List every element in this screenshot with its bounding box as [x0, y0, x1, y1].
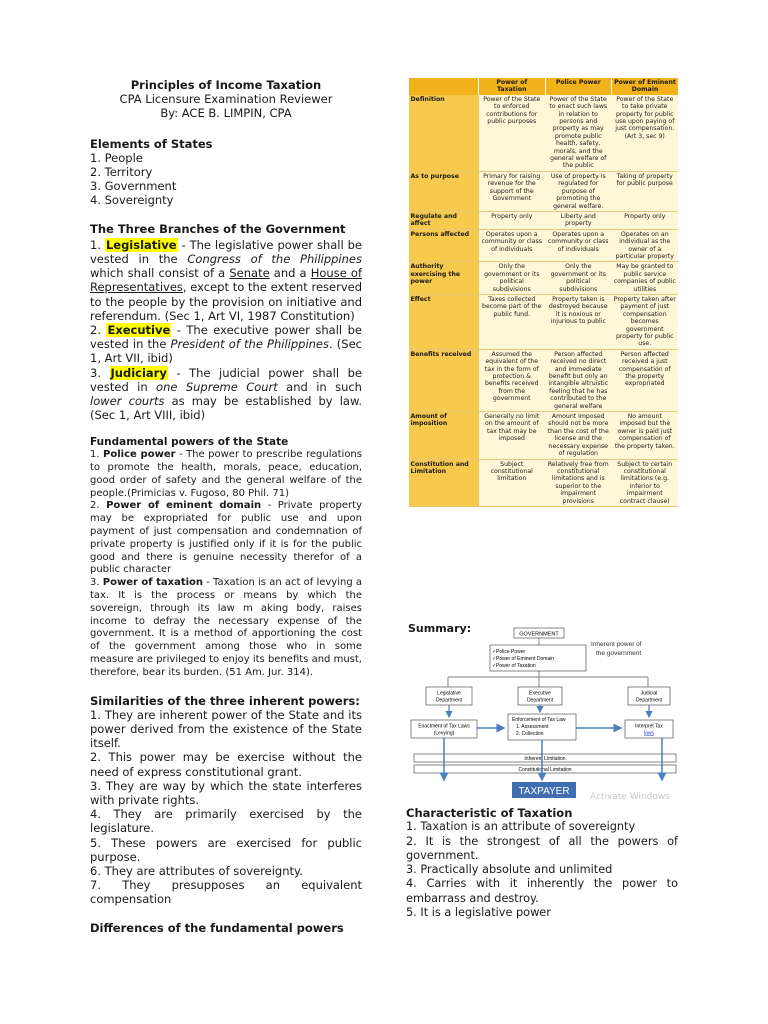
table-cell: Operates upon a community or class of individuals	[545, 229, 612, 262]
table-cell: Taxes collected become part of the public fund.	[479, 294, 546, 349]
row-label: Effect	[409, 294, 479, 349]
elements-list	[90, 151, 362, 208]
power-eminent-domain: 2. Power of eminent domain - Private property may be expropriated for public use and upon payment of just compensation and condemnation of private property is justified only if it is for the public good and there is genuine necessity therefor of a public character	[90, 500, 362, 576]
list-item: 6. They are attributes of sovereignty.	[90, 864, 303, 879]
inherent-power-note-2: the government	[596, 650, 642, 657]
list-item: 5. These powers are exercised for public purpose.	[90, 835, 362, 864]
similarities-list	[90, 708, 362, 907]
similarities-heading: Similarities of the three inherent powers:	[90, 693, 360, 708]
table-cell: May be granted to public service companies of public utilities	[612, 262, 679, 295]
table-cell: Primary for raising revenue for the support of the Government	[479, 171, 546, 211]
branch-judiciary: 3. Judiciary - The judicial power shall be vested in one Supreme Court and in such lower courts as may be established by law. (Sec 1, Art VIII, ibid)	[90, 365, 362, 423]
list-item: 2. Territory	[90, 165, 153, 180]
table-cell: Only the government or its political subdivisions	[545, 262, 612, 295]
table-header	[409, 78, 479, 95]
table-row	[409, 412, 679, 459]
table-cell: Use of property is regulated for purpose of promoting the general welfare.	[545, 171, 612, 211]
list-item: 1. People	[90, 150, 143, 165]
comparison-table	[408, 78, 678, 507]
svg-text:Interpret Tax: Interpret Tax	[635, 723, 663, 730]
svg-text:Inherent Limitation: Inherent Limitation	[524, 756, 566, 762]
characteristic-heading: Characteristic of Taxation	[406, 806, 573, 820]
table-cell: Property only	[479, 211, 546, 229]
list-item: 4. Sovereignty	[90, 193, 174, 208]
table-cell: Property taken is destroyed because it is noxious or injurious to public	[545, 294, 612, 349]
table-header: Power of Eminent Domain	[612, 78, 679, 95]
row-label: Regulate and affect	[409, 211, 479, 229]
svg-text:(Levying): (Levying)	[433, 730, 455, 737]
row-label: Persons affected	[409, 229, 479, 262]
svg-text:Constitutional Limitation: Constitutional Limitation	[518, 767, 572, 773]
svg-text:Enforcement of Tax Law: Enforcement of Tax Law	[512, 717, 566, 723]
executive-highlight: Executive	[107, 323, 171, 338]
inherent-power-note: Inherent power of	[591, 641, 642, 648]
table-header-row	[409, 78, 679, 95]
table-cell: Assumed the equivalent of the tax in the form of protection & benefits received from the government	[479, 349, 546, 411]
elements-heading: Elements of States	[90, 136, 213, 151]
list-item: 7. They presupposes an equivalent compensation	[90, 878, 362, 907]
list-item: 1. They are inherent power of the State and its power derived from the existence of the State itself.	[90, 707, 362, 751]
list-item: 5. It is a legislative power	[406, 906, 551, 920]
table-cell: Person affected received no direct and immediate benefit but only an intangible altruistic feeling that he has contributed to the general welfare	[545, 349, 612, 411]
taxpayer-label: TAXPAYER	[518, 786, 570, 797]
list-item: 1. Taxation is an attribute of sovereignty	[406, 820, 636, 834]
document-title: Principles of Income Taxation	[130, 78, 322, 92]
power-taxation: 3. Power of taxation - Taxation is an act of levying a tax. It is the process or means by which the sovereign, through its law m aking body, raises income to defray the necessary expense of the government. It is a method of apportioning the cost of the government among those who in some measure are privileged to enjoy its benefits and must, therefore, bear its burden. (51 Am. Jur. 314).	[90, 577, 362, 678]
document-subtitle: CPA Licensure Examination Reviewer	[119, 92, 333, 107]
list-item: 3. Government	[90, 179, 177, 194]
watermark: Activate Windows	[590, 792, 670, 802]
powers-heading: Fundamental powers of the State	[90, 436, 289, 449]
table-cell: Property taken after payment of just compensation becomes government property for public use.	[612, 294, 679, 349]
list-item: 3. They are way by which the state interferes with private rights.	[90, 778, 362, 808]
check-icon: ✓	[492, 656, 497, 662]
table-cell: Property only	[612, 211, 679, 229]
svg-text:Department: Department	[635, 697, 663, 704]
table-cell: Power of the State to enact such laws in relation to persons and property as may promote public health, safety, morals, and the general welfare of the public	[545, 95, 612, 172]
table-cell: Subject to certain constitutional limitations (e.g. inferior to impairment contract clause)	[612, 459, 679, 506]
table-header: Police Power	[545, 78, 612, 95]
row-label: Constitution and Limitation	[409, 459, 479, 506]
branch-legislative: 1. Legislative - The legislative power shall be vested in the Congress of the Philippines which shall consist of a Senate and a House of Representatives, except to the extent reserved to the people by the provision on initiative and referendum. (Sec 1, Art VI, 1987 Constitution)	[90, 237, 363, 323]
row-label: As to purpose	[409, 171, 479, 211]
svg-text:Legislative: Legislative	[437, 690, 461, 697]
check-icon: ✓	[492, 663, 497, 669]
power-police: 1. Police power - The power to prescribe regulations to promote the health, morals, peace, education, good order of safety and the general welfare of the people.(Primicias v. Fugoso, 80 Phil. 71)	[90, 449, 362, 499]
differences-heading: Differences of the fundamental powers	[90, 920, 344, 935]
table-cell: Subject constitutional limitation	[479, 459, 546, 506]
row-label: Definition	[409, 95, 479, 172]
table-row	[409, 171, 679, 211]
svg-text:Executive: Executive	[529, 690, 551, 697]
government-label: GOVERNMENT	[519, 631, 559, 638]
table-cell: Operates on an individual as the owner of a particular property	[612, 229, 679, 262]
svg-text:laws: laws	[643, 730, 655, 737]
legislative-highlight: Legislative	[105, 237, 177, 252]
svg-text:Enactment of Tax Laws: Enactment of Tax Laws	[418, 723, 470, 730]
table-cell: No amount imposed but the owner is paid just compensation of the property taken.	[612, 412, 679, 459]
branch-executive: 2. Executive - The executive power shall be vested in the President of the Philippines. (Sec 1, Art VII, ibid)	[90, 323, 362, 366]
table-cell: Power of the State to enforced contributions for public purposes	[479, 95, 546, 172]
table-row	[409, 294, 679, 349]
table-row	[409, 229, 679, 262]
document-author: By: ACE B. LIMPIN, CPA	[160, 106, 292, 121]
left-column	[90, 78, 362, 935]
list-item: 2. It is the strongest of all the powers of government.	[406, 834, 678, 862]
check-icon: ✓	[492, 649, 497, 655]
table-cell: Generally no limit on the amount of tax that may be imposed	[479, 412, 546, 459]
row-label: Amount of imposition	[409, 412, 479, 459]
svg-text:Department: Department	[435, 697, 463, 704]
list-item: 2. This power may be exercise without the need of express constitutional grant.	[90, 750, 362, 779]
table-cell: Taking of property for public purpose	[612, 171, 679, 211]
svg-text:Department: Department	[526, 697, 554, 704]
power-item: Police Power	[496, 649, 526, 655]
table-row	[409, 459, 679, 506]
table-cell: Liberty and property	[545, 211, 612, 229]
list-item: 3. Practically absolute and unlimited	[406, 863, 613, 877]
table-row	[409, 95, 679, 172]
characteristic-section	[406, 806, 678, 920]
list-item: 4. They are primarily exercised by the legislature.	[90, 807, 362, 836]
row-label: Authority exercising the power	[409, 262, 479, 295]
list-item: 4. Carries with it inherently the power to embarrass and destroy.	[406, 877, 678, 905]
table-row	[409, 349, 679, 411]
table-cell: Operates upon a community or class of individuals	[479, 229, 546, 262]
svg-text:2. Collection: 2. Collection	[516, 731, 544, 737]
power-item: Power of Eminent Domain	[496, 656, 555, 662]
summary-diagram	[408, 624, 688, 804]
table-cell: Amount imposed should not be more than the cost of the license and the necessary expense of regulation	[545, 412, 612, 459]
judiciary-highlight: Judiciary	[110, 365, 167, 380]
table-cell: Relatively free from constitutional limitations and is superior to the impairment provisions	[545, 459, 612, 506]
table-row	[409, 211, 679, 229]
power-item: Power of Taxation	[496, 663, 536, 669]
summary-title: Summary:	[408, 622, 472, 635]
table-header: Power of Taxation	[479, 78, 546, 95]
row-label: Benefits received	[409, 349, 479, 411]
table-cell: Only the government or its political subdivisions	[479, 262, 546, 295]
branches-heading: The Three Branches of the Government	[90, 221, 346, 236]
svg-text:1. Assessment: 1. Assessment	[516, 724, 549, 730]
table-cell: Person affected received a just compensation of the property expropriated	[612, 349, 679, 411]
svg-text:Judicial: Judicial	[640, 690, 658, 697]
table-row	[409, 262, 679, 295]
table-cell: Power of the State to take private property for public use upon paying of just compensation. (Art 3, sec 9)	[612, 95, 679, 172]
